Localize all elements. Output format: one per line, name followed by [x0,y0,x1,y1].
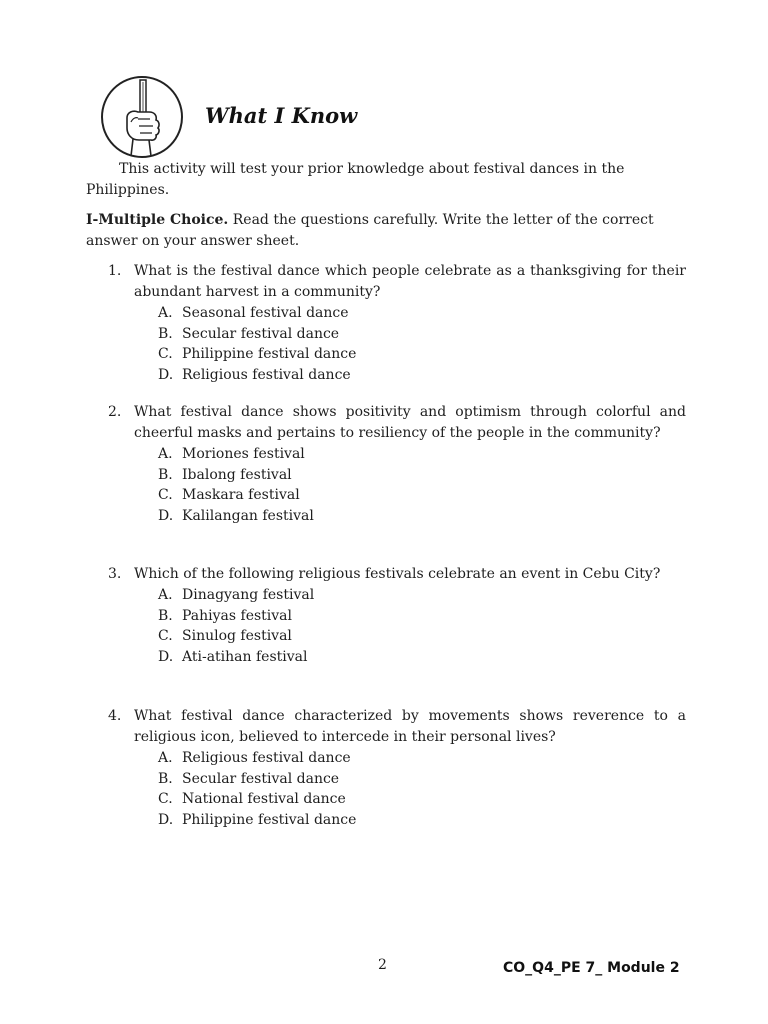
option-letter: C. [158,791,173,807]
intro-paragraph: This activity will test your prior knowledge about festival dances in the Philippines. [86,161,625,198]
instructions-text: Read the questions carefully. Write the letter of the correct answer on your answer sheet. [86,212,654,249]
option-letter: D. [158,366,174,383]
module-code: CO_Q4_PE 7_ Module 2 [503,960,680,976]
question-1 [108,261,686,385]
option-letter: B. [158,770,173,787]
page-number: 2 [378,957,387,973]
question-text: What is the festival dance which people celebrate as a thanksgiving for their abundant harvest in a community? [134,263,686,300]
option-letter: C. [158,628,173,644]
option-letter: B. [158,325,173,342]
option-b [158,769,686,790]
option-a [158,748,686,769]
option-list [158,444,686,526]
option-letter: B. [158,466,173,483]
question-text: Which of the following religious festivals celebrate an event in Cebu City? [134,566,661,582]
option-letter: D. [158,507,174,524]
option-letter: B. [158,607,173,624]
option-text: Pahiyas festival [182,607,293,624]
pencil-in-hand-icon [101,76,183,158]
question-3 [108,564,686,667]
option-list [158,585,686,667]
option-text: Kalilangan festival [182,507,314,524]
question-number: 4. [108,708,122,724]
section-title: What I Know [205,103,358,128]
option-list [158,748,686,830]
option-b [158,606,686,627]
question-2 [108,402,686,526]
option-text: Maskara festival [182,487,300,503]
option-b [158,324,686,345]
option-a [158,444,686,465]
question-number: 3. [108,566,122,582]
option-d [158,647,686,668]
option-text: Sinulog festival [182,628,292,644]
question-number: 1. [108,263,122,279]
option-c [158,485,686,506]
option-d [158,810,686,831]
option-text: Secular festival dance [182,770,340,787]
option-text: Secular festival dance [182,325,340,342]
option-text: Ibalong festival [182,466,292,483]
option-text: Philippine festival dance [182,811,357,828]
option-letter: A. [158,446,173,462]
option-letter: A. [158,305,173,321]
option-letter: A. [158,750,173,766]
option-b [158,465,686,486]
question-4 [108,706,686,830]
option-letter: C. [158,487,173,503]
option-c [158,789,686,810]
question-text: What festival dance characterized by movements shows reverence to a religious icon, believed to intercede in their personal lives? [134,708,686,745]
option-letter: D. [158,811,174,828]
option-c [158,626,686,647]
option-letter: A. [158,587,173,603]
option-list [158,303,686,385]
option-text: National festival dance [182,791,346,807]
option-letter: D. [158,648,174,665]
option-d [158,365,686,386]
option-text: Philippine festival dance [182,346,357,362]
option-text: Seasonal festival dance [182,305,349,321]
option-a [158,303,686,324]
option-d [158,506,686,527]
option-text: Moriones festival [182,446,305,462]
option-a [158,585,686,606]
option-text: Dinagyang festival [182,587,315,603]
option-text: Religious festival dance [182,366,351,383]
option-c [158,344,686,365]
option-text: Ati-atihan festival [182,648,308,665]
question-text: What festival dance shows positivity and optimism through colorful and cheerful masks and pertains to resiliency of the people in the community? [134,404,686,441]
instructions-label: I-Multiple Choice. [86,212,229,228]
question-number: 2. [108,404,122,420]
instructions-paragraph [86,210,686,252]
option-letter: C. [158,346,173,362]
option-text: Religious festival dance [182,750,351,766]
